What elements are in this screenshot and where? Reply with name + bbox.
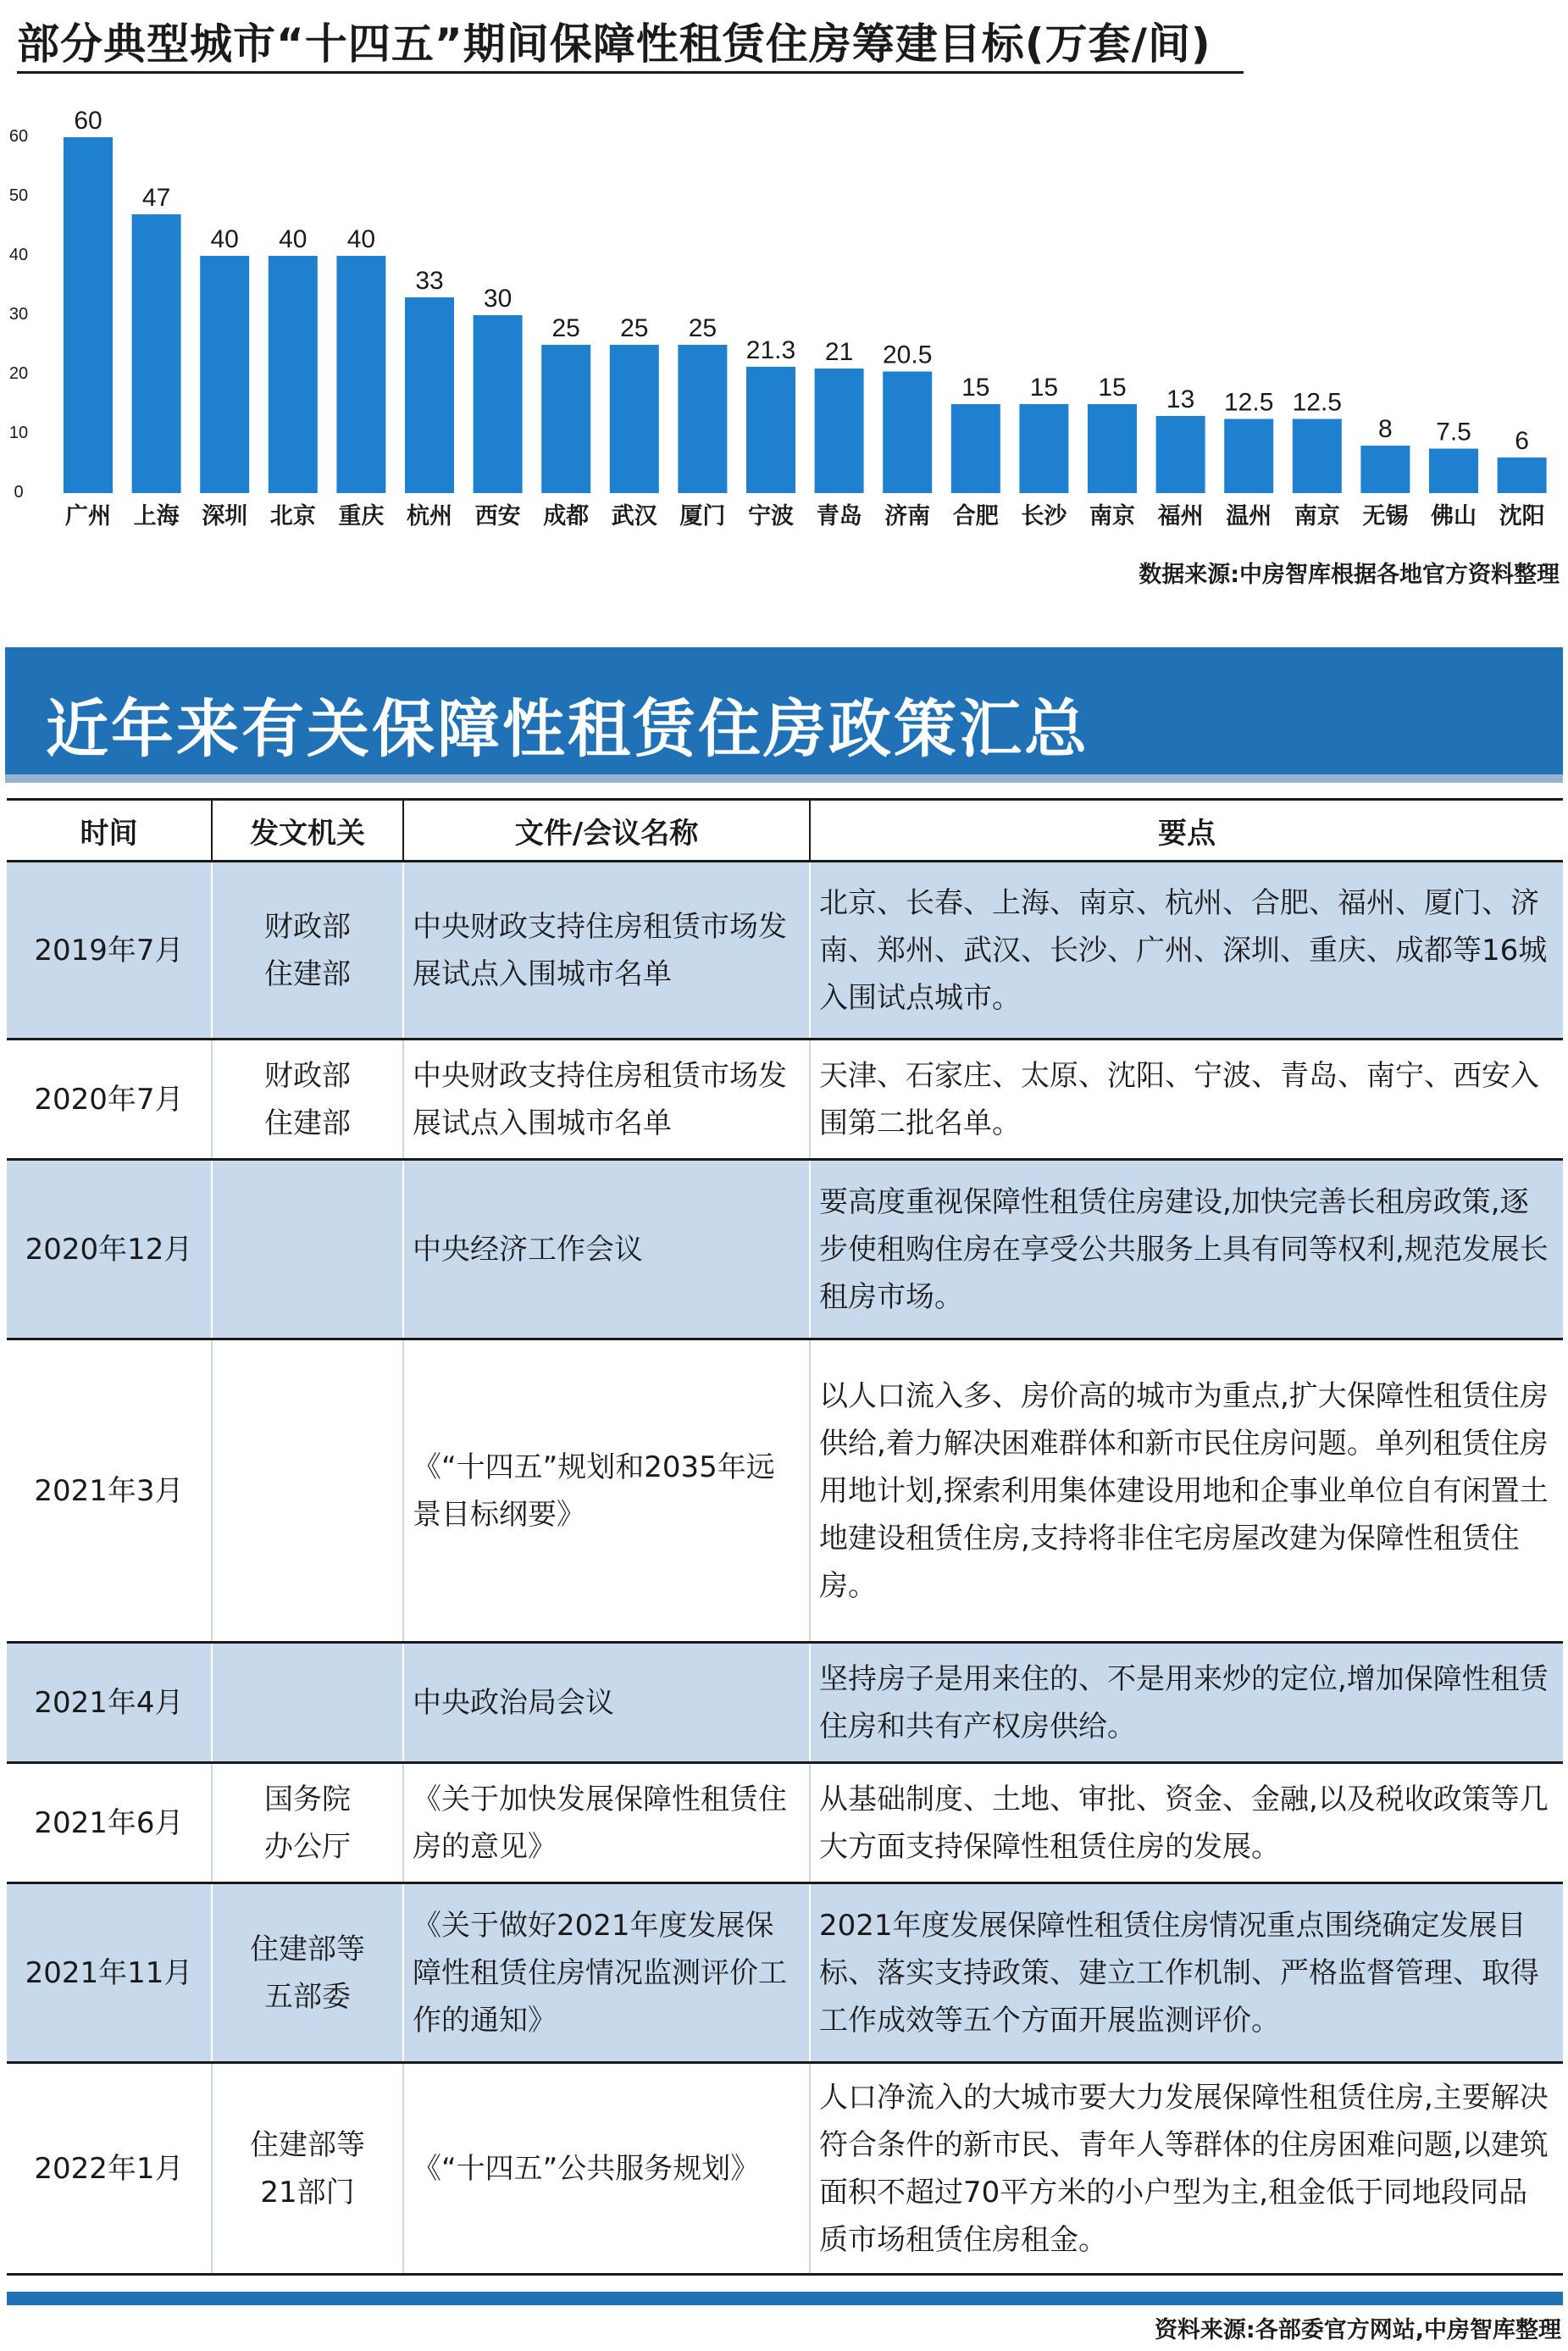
bars [64, 137, 1547, 493]
category-label: 合肥 [952, 503, 999, 530]
category-label: 上海 [133, 503, 180, 530]
category-label: 北京 [269, 503, 316, 530]
category-label: 长沙 [1021, 503, 1067, 530]
category-label: 西安 [474, 503, 521, 530]
bar [64, 137, 113, 493]
row-org [212, 1339, 403, 1643]
category-label: 佛山 [1431, 503, 1477, 530]
row-date: 2021年3月 [7, 1339, 212, 1643]
category-label: 无锡 [1362, 503, 1409, 530]
y-tick-label: 0 [14, 483, 24, 502]
row-doc: 中央经济工作会议 [403, 1160, 810, 1339]
row-key: 以人口流入多、房价高的城市为重点,扩大保障性租赁住房供给,着力解决困难群体和新市民住房问题。单列租赁住房用地计划,探索利用集体建设用地和企事业单位自有闲置土地建设租赁住房,支持将非住宅房屋改建为保障性租赁住房。 [810, 1339, 1563, 1643]
value-label: 6 [1515, 427, 1529, 455]
bar [474, 315, 523, 493]
bar-chart [0, 85, 1568, 542]
value-label: 12.5 [1292, 388, 1342, 417]
bottom-bar [7, 2292, 1563, 2305]
row-date: 2020年7月 [7, 1040, 212, 1160]
row-date: 2022年1月 [7, 2063, 212, 2275]
category-labels [65, 502, 1545, 530]
category-label: 沈阳 [1499, 503, 1545, 530]
row-org: 国务院 办公厅 [212, 1763, 403, 1883]
category-label: 杭州 [407, 503, 452, 530]
y-axis-ticks [9, 127, 28, 502]
row-doc: 《“十四五”规划和2035年远景目标纲要》 [403, 1339, 810, 1643]
value-label: 8 [1378, 415, 1393, 443]
row-doc: 中央政治局会议 [403, 1643, 810, 1763]
bar [1429, 449, 1478, 494]
value-label: 47 [141, 184, 171, 212]
category-label: 广州 [65, 503, 111, 530]
bar [746, 367, 795, 493]
footer-source: 资料来源:各部委官方网站,中房智库整理 [1154, 2317, 1561, 2343]
row-org: 住建部等 五部委 [212, 1883, 403, 2063]
row-key: 天津、石家庄、太原、沈阳、宁波、青岛、南宁、西安入围第二批名单。 [810, 1040, 1563, 1160]
value-label: 15 [1098, 374, 1127, 402]
bar [1019, 404, 1068, 493]
category-label: 济南 [884, 503, 931, 530]
row-org [212, 1643, 403, 1763]
y-tick-label: 20 [8, 364, 29, 383]
bar [815, 369, 864, 493]
row-key: 北京、长春、上海、南京、杭州、合肥、福州、厦门、济南、郑州、武汉、长沙、广州、深圳、重庆、成都等16城入围试点城市。 [810, 862, 1563, 1040]
value-label: 15 [961, 374, 990, 402]
bar [541, 345, 590, 493]
bar [1360, 446, 1410, 493]
value-label: 7.5 [1436, 418, 1471, 446]
table-row [7, 862, 1563, 1040]
bar [132, 214, 181, 493]
policy-table [7, 798, 1563, 2276]
table-row [7, 2063, 1563, 2275]
bar [883, 372, 932, 494]
bar [405, 297, 454, 493]
table-row [7, 1339, 1563, 1643]
row-date: 2021年4月 [7, 1643, 212, 1763]
chart-title: 部分典型城市“十四五”期间保障性租赁住房筹建目标(万套/间) [17, 19, 1211, 69]
header-org: 发文机关 [212, 800, 403, 862]
y-tick-label: 30 [8, 305, 29, 324]
bar [336, 256, 385, 493]
value-label: 12.5 [1224, 388, 1274, 417]
row-org [212, 1160, 403, 1339]
row-doc: 《关于做好2021年度发展保障性租赁住房情况监测评价工作的通知》 [403, 1883, 810, 2063]
row-key: 人口净流入的大城市要大力发展保障性租赁住房,主要解决符合条件的新市民、青年人等群体的住房困难问题,以建筑面积不超过70平方米的小户型为主,租金低于同地段同品质市场租赁住房租金。 [810, 2063, 1563, 2275]
category-label: 福州 [1157, 503, 1204, 530]
value-label: 21 [824, 338, 854, 366]
value-label: 20.5 [883, 341, 933, 369]
value-label: 60 [74, 107, 103, 135]
value-label: 33 [415, 267, 444, 295]
row-doc: 《“十四五”公共服务规划》 [403, 2063, 810, 2275]
table-row [7, 1883, 1563, 2063]
bar [200, 256, 249, 493]
bar [1224, 419, 1273, 494]
header-key: 要点 [810, 800, 1563, 862]
header-doc: 文件/会议名称 [403, 800, 810, 862]
category-label: 青岛 [816, 503, 862, 530]
table-row [7, 1040, 1563, 1160]
row-doc: 中央财政支持住房租赁市场发展试点入围城市名单 [403, 1040, 810, 1160]
table-row [7, 1643, 1563, 1763]
value-label: 40 [279, 225, 308, 253]
bar [678, 345, 727, 493]
value-label: 21.3 [745, 335, 796, 364]
category-label: 温州 [1226, 503, 1272, 530]
row-doc: 中央财政支持住房租赁市场发展试点入围城市名单 [403, 862, 810, 1040]
value-label: 25 [620, 314, 649, 342]
row-org: 财政部 住建部 [212, 862, 403, 1040]
row-date: 2019年7月 [7, 862, 212, 1040]
category-label: 深圳 [202, 503, 248, 530]
row-date: 2021年6月 [7, 1763, 212, 1883]
category-label: 南京 [1294, 503, 1340, 530]
value-label: 25 [551, 314, 580, 342]
value-label: 30 [483, 285, 513, 313]
y-tick-label: 10 [8, 424, 29, 442]
value-label: 15 [1029, 374, 1059, 402]
row-org: 住建部等 21部门 [212, 2063, 403, 2275]
y-tick-label: 40 [8, 246, 29, 264]
value-label: 40 [346, 225, 376, 253]
table-header-row [7, 800, 1563, 862]
row-date: 2020年12月 [7, 1160, 212, 1339]
row-org: 财政部 住建部 [212, 1040, 403, 1160]
value-label: 25 [688, 314, 718, 342]
category-label: 宁波 [748, 503, 794, 530]
table-row [7, 1160, 1563, 1339]
banner-title: 近年来有关保障性租赁住房政策汇总 [46, 693, 1089, 766]
bar [951, 404, 1000, 493]
row-key: 2021年度发展保障性租赁住房情况重点围绕确定发展目标、落实支持政策、建立工作机制、严格监督管理、取得工作成效等五个方面开展监测评价。 [810, 1883, 1563, 2063]
row-key: 要高度重视保障性租赁住房建设,加快完善长租房政策,逐步使租购住房在享受公共服务上具有同等权利,规范发展长租房市场。 [810, 1160, 1563, 1339]
row-date: 2021年11月 [7, 1883, 212, 2063]
y-tick-label: 60 [8, 127, 29, 146]
table-row [7, 1763, 1563, 1883]
header-date: 时间 [7, 800, 212, 862]
bar [610, 345, 659, 493]
bar [269, 256, 318, 493]
chart-source: 数据来源:中房智库根据各地官方资料整理 [1139, 562, 1560, 588]
category-label: 南京 [1089, 503, 1135, 530]
row-doc: 《关于加快发展保障性租赁住房的意见》 [403, 1763, 810, 1883]
bar [1156, 416, 1205, 493]
row-key: 从基础制度、土地、审批、资金、金融,以及税收政策等几大方面支持保障性租赁住房的发展。 [810, 1763, 1563, 1883]
category-label: 成都 [543, 503, 590, 530]
y-tick-label: 50 [8, 186, 29, 205]
bar [1088, 404, 1137, 493]
value-label: 40 [210, 225, 239, 253]
section-banner [5, 647, 1563, 783]
value-label: 13 [1166, 385, 1195, 413]
category-label: 重庆 [338, 503, 385, 530]
title-rule [17, 71, 1244, 74]
category-label: 厦门 [679, 503, 726, 530]
bar [1293, 419, 1342, 494]
row-key: 坚持房子是用来住的、不是用来炒的定位,增加保障性租赁住房和共有产权房供给。 [810, 1643, 1563, 1763]
bar [1498, 457, 1547, 493]
category-label: 武汉 [611, 503, 657, 530]
